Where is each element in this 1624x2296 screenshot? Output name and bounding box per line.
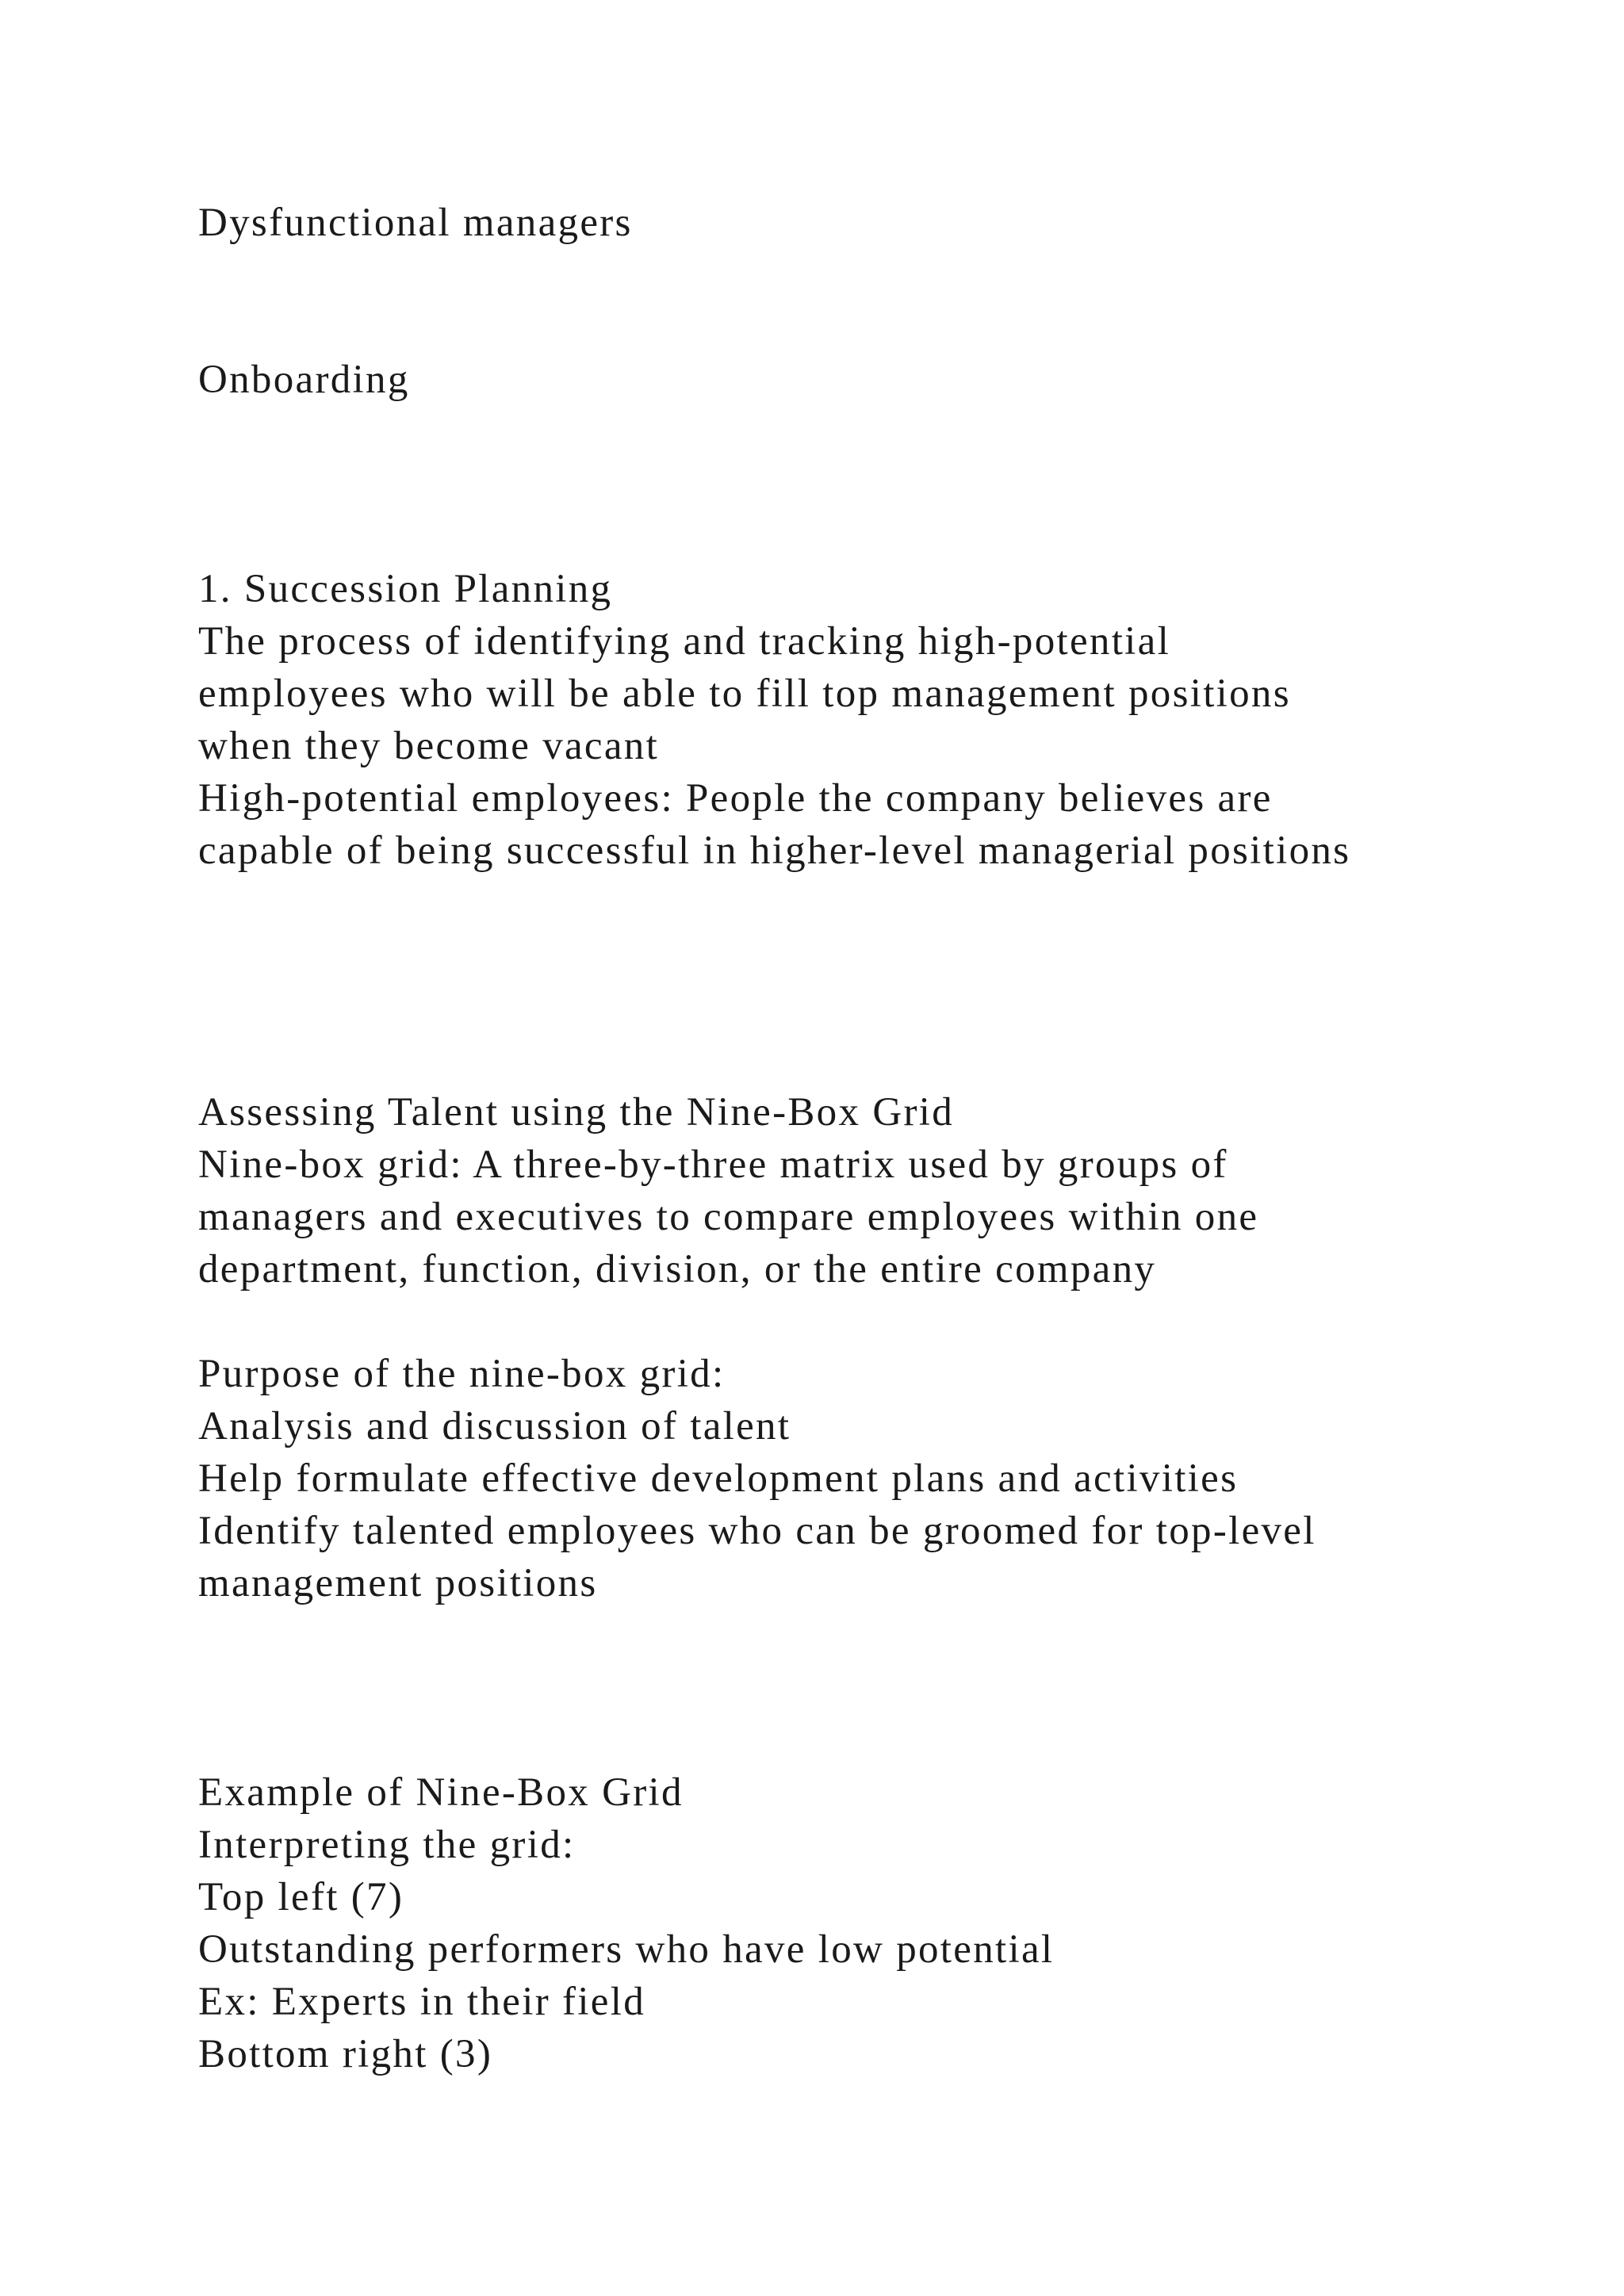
text-line: when they become vacant [198, 724, 660, 768]
text-line: The process of identifying and tracking high-potential [198, 619, 1171, 664]
text-line: Bottom right (3) [198, 2032, 493, 2076]
text-line: Top left (7) [198, 1875, 404, 1919]
text-line: High-potential employees: People the company believes are [198, 776, 1273, 821]
text-line-onboarding: Onboarding [198, 358, 410, 402]
text-line-purpose: Purpose of the nine-box grid: [198, 1352, 726, 1396]
text-line: Analysis and discussion of talent [198, 1404, 791, 1448]
text-line: Nine-box grid: A three-by-three matrix used by groups of [198, 1142, 1228, 1187]
text-line: Identify talented employees who can be groomed for top-level [198, 1509, 1316, 1553]
heading-nine-box-grid: Assessing Talent using the Nine-Box Grid [198, 1090, 954, 1135]
text-line: Interpreting the grid: [198, 1823, 576, 1867]
text-line: Ex: Experts in their field [198, 1980, 645, 2024]
text-line-dysfunctional-managers: Dysfunctional managers [198, 201, 633, 245]
text-line: department, function, division, or the entire company [198, 1247, 1157, 1292]
heading-succession-planning: 1. Succession Planning [198, 567, 613, 611]
text-line: managers and executives to compare employees within one [198, 1195, 1259, 1239]
text-line: management positions [198, 1561, 598, 1605]
text-line: Help formulate effective development plans and activities [198, 1456, 1239, 1501]
text-line: capable of being successful in higher-level managerial positions [198, 828, 1351, 873]
heading-example-nine-box-grid: Example of Nine-Box Grid [198, 1770, 684, 1815]
text-line: Outstanding performers who have low potential [198, 1927, 1055, 1972]
text-line: employees who will be able to fill top management positions [198, 672, 1291, 716]
